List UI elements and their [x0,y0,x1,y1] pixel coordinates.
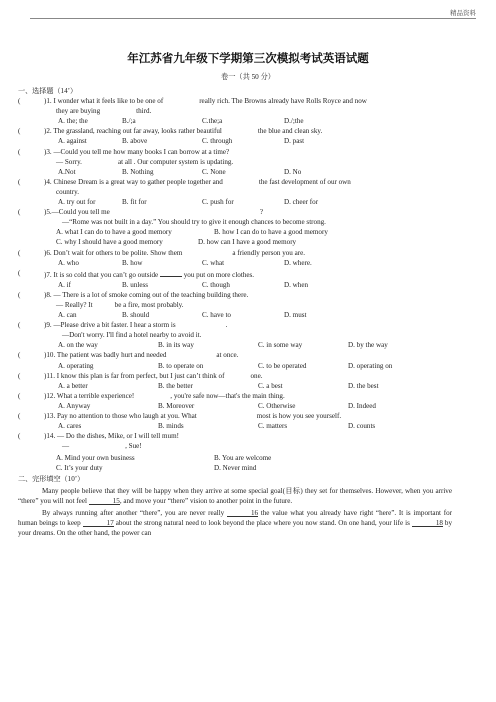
question-11: ( )11. I know this plan is far from perfect, but I just can’t think of one. A. a better B. the better C. a best D. the best [18,371,379,390]
header-tag: 精品资料 [450,10,476,17]
question-2: ( )2. The grassland, reaching out far away, looks rather beautiful the blue and clean sky. A. against B. above C. through D. past [18,127,323,146]
question-9: ( )9. —Please drive a bit faster. I hear a storm is . —Don't worry. I'll find a hotel nearby to avoid it. A. on the way B. in its way C. in some way D. by the way [18,321,388,350]
exam-content [18,86,452,538]
answer-paren: ( [18,97,21,106]
blank-18[interactable]: 18 [412,518,443,527]
question-4: ( )4. Chinese Dream is a great way to gather people together and the fast development of our own country. A. try out for B. fit for C. push for D. cheer for [18,177,351,207]
exam-title: 年江苏省九年级下学期第三次模拟考试英语试题 [127,51,369,65]
question-6: ( )6. Don’t wait for others to be polite. Show them a friendly person you are. A. who B. how C. what D. where. [18,248,312,267]
question-7: ( )7. It is so cold that you can’t go outside you put on more clothes. A. if B. unless C. though D. when [18,268,309,289]
paper-subtitle: 卷一（共 50 分） [221,73,275,81]
question-14: ( )14. — Do the dishes, Mike, or I will tell mum! — , Sue! A. Mind your own business B. You are welcome C. It’s your duty D. Never mind [18,432,272,473]
section-heading: 一、选择题（14’） [18,87,78,95]
header-rule [30,18,476,19]
section-heading-cloze: 二、完形填空（10’） [18,474,85,483]
question-5: ( )5.—Could you tell me ? —“Rome was not built in a day.” You should try to give it enough chances to become strong. A. what I can do to have a good memory B. how I can do to have a good memory C. why I should have a good memory D. how can I have a good memory [18,208,328,247]
blank-15[interactable]: 15 [89,496,120,505]
question-1: ( )1. I wonder what it feels like to be one of really rich. The Browns already have Rolls Royce and now they are buying third. A. the; the B./;a C.the;a D./;the [18,97,367,126]
question-12: ( )12. What a terrible experience! , you're safe now—that's the main thing. A. Anyway B. Moreover C. Otherwise D. Indeed [18,391,376,410]
cloze-passage-p1: Many people believe that they will be happy when they arrive at some special goal(目标) they set for themselves. However, when you arrive “there” you will not feel 15, and move your “there” vision to another point in the future. [18,486,452,505]
question-10: ( )10. The patient was badly hurt and needed at once. A. operating B. to operate on C. to be operated D. operating on [18,351,393,370]
cloze-passage-p2: By always running after another “there”, you are never really 16 the value what you already have right “here”. It is important for human beings to keep 17 about the strong natural need to look beyond the place where you now stand. On one hand, your life is 18 by your dreams. On the other hand, the power can [18,508,452,538]
blank-17[interactable]: 17 [83,518,114,527]
blank-16[interactable]: 16 [227,508,258,517]
question-8: ( )8. — There is a lot of smoke coming out of the teaching building there. — Really? It be a fire, most probably. A. can B. should C. have to D. must [18,290,307,320]
question-13: ( )13. Pay no attention to those who laugh at you. What most is how you see yourself. A. cares B. minds C. matters D. counts [18,412,376,431]
question-3: ( )3. —Could you tell me how many books I can borrow at a time? — Sorry. at all . Our computer system is updating. A.Not B. Nothing C. None D. No [18,147,302,176]
